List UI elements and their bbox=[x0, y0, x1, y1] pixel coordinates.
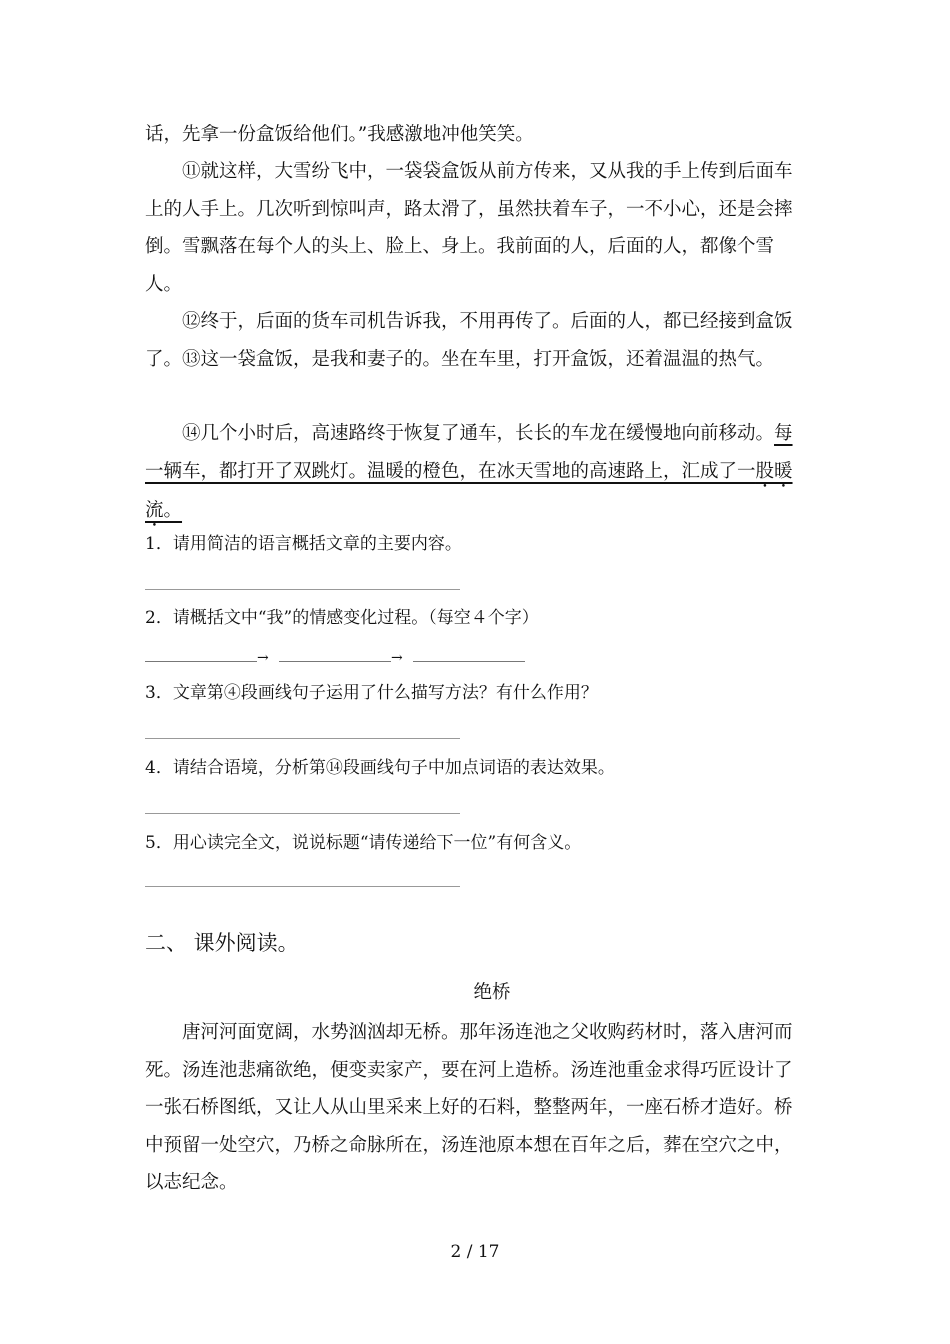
paragraph-14-plain: ⑭几个小时后，高速路终于恢复了通车，长长的车龙在缓慢地向前移动。 bbox=[182, 423, 775, 444]
paragraph-12 bbox=[145, 303, 797, 378]
question-5: 5．用心读完全文，说说标题“请传递给下一位”有何含义。 bbox=[145, 833, 582, 853]
page-number: 2 / 17 bbox=[450, 1242, 500, 1262]
paragraph-11 bbox=[145, 153, 797, 303]
underlined-sentence-end: 。 bbox=[163, 499, 183, 521]
blank-2[interactable] bbox=[279, 661, 391, 662]
paragraph-continued-text: 话，先拿一份盒饭给他们。”我感激地冲他笑笑。 bbox=[145, 124, 534, 145]
question-2: 2．请概括文中“我”的情感变化过程。（每空４个字） bbox=[145, 608, 539, 628]
paragraph-11-text: ⑪就这样，大雪纷飞中，一袋袋盒饭从前方传来，又从我的手上传到后面车上的人手上。几次听到惊叫声，路太滑了，虽然扶着车子，一不小心，还是会摔倒。雪飘落在每个人的头上、脸上、身上。我前面的人，后面的人，都像个雪人。 bbox=[145, 161, 793, 295]
blank-3[interactable] bbox=[413, 661, 525, 662]
answer-line-4[interactable] bbox=[145, 813, 460, 814]
emotion-chain bbox=[145, 646, 545, 666]
passage-title: 绝桥 bbox=[473, 982, 511, 1003]
question-3: 3．文章第④段画线句子运用了什么描写方法？有什么作用？ bbox=[145, 683, 598, 703]
blank-1[interactable] bbox=[145, 661, 257, 662]
arrow-icon: → bbox=[391, 650, 403, 666]
answer-line-1[interactable] bbox=[145, 589, 460, 590]
section-heading: 二、 课外阅读。 bbox=[145, 931, 299, 955]
dotted-phrase: 股暖流 bbox=[145, 460, 793, 521]
answer-line-5[interactable] bbox=[145, 886, 460, 887]
paragraph-12-text: ⑫终于，后面的货车司机告诉我，不用再传了。后面的人，都已经接到盒饭了。⑬这一袋盒饭，是我和妻子的。坐在车里，打开盒饭，还着温温的热气。 bbox=[145, 311, 793, 370]
underlined-sentence: 每一辆车，都打开了双跳灯。温暖的橙色，在冰天雪地的高速路上，汇成了一 bbox=[145, 423, 793, 482]
paragraph-14 bbox=[145, 415, 797, 531]
question-4: 4．请结合语境，分析第⑭段画线句子中加点词语的表达效果。 bbox=[145, 758, 615, 778]
question-1: 1．请用简洁的语言概括文章的主要内容。 bbox=[145, 534, 462, 554]
passage-paragraph-text: 唐河河面宽阔，水势汹汹却无桥。那年汤连池之父收购药材时，落入唐河而死。汤连池悲痛欲绝，便变卖家产，要在河上造桥。汤连池重金求得巧匠设计了一张石桥图纸，又让人从山里采来上好的石料，整整两年，一座石桥才造好。桥中预留一处空穴，乃桥之命脉所在，汤连池原本想在百年之后，葬在空穴之中，以志纪念。 bbox=[145, 1022, 793, 1193]
passage-paragraph bbox=[145, 1014, 797, 1202]
arrow-icon: → bbox=[257, 650, 269, 666]
paragraph-continued bbox=[145, 116, 797, 154]
answer-line-3[interactable] bbox=[145, 738, 460, 739]
